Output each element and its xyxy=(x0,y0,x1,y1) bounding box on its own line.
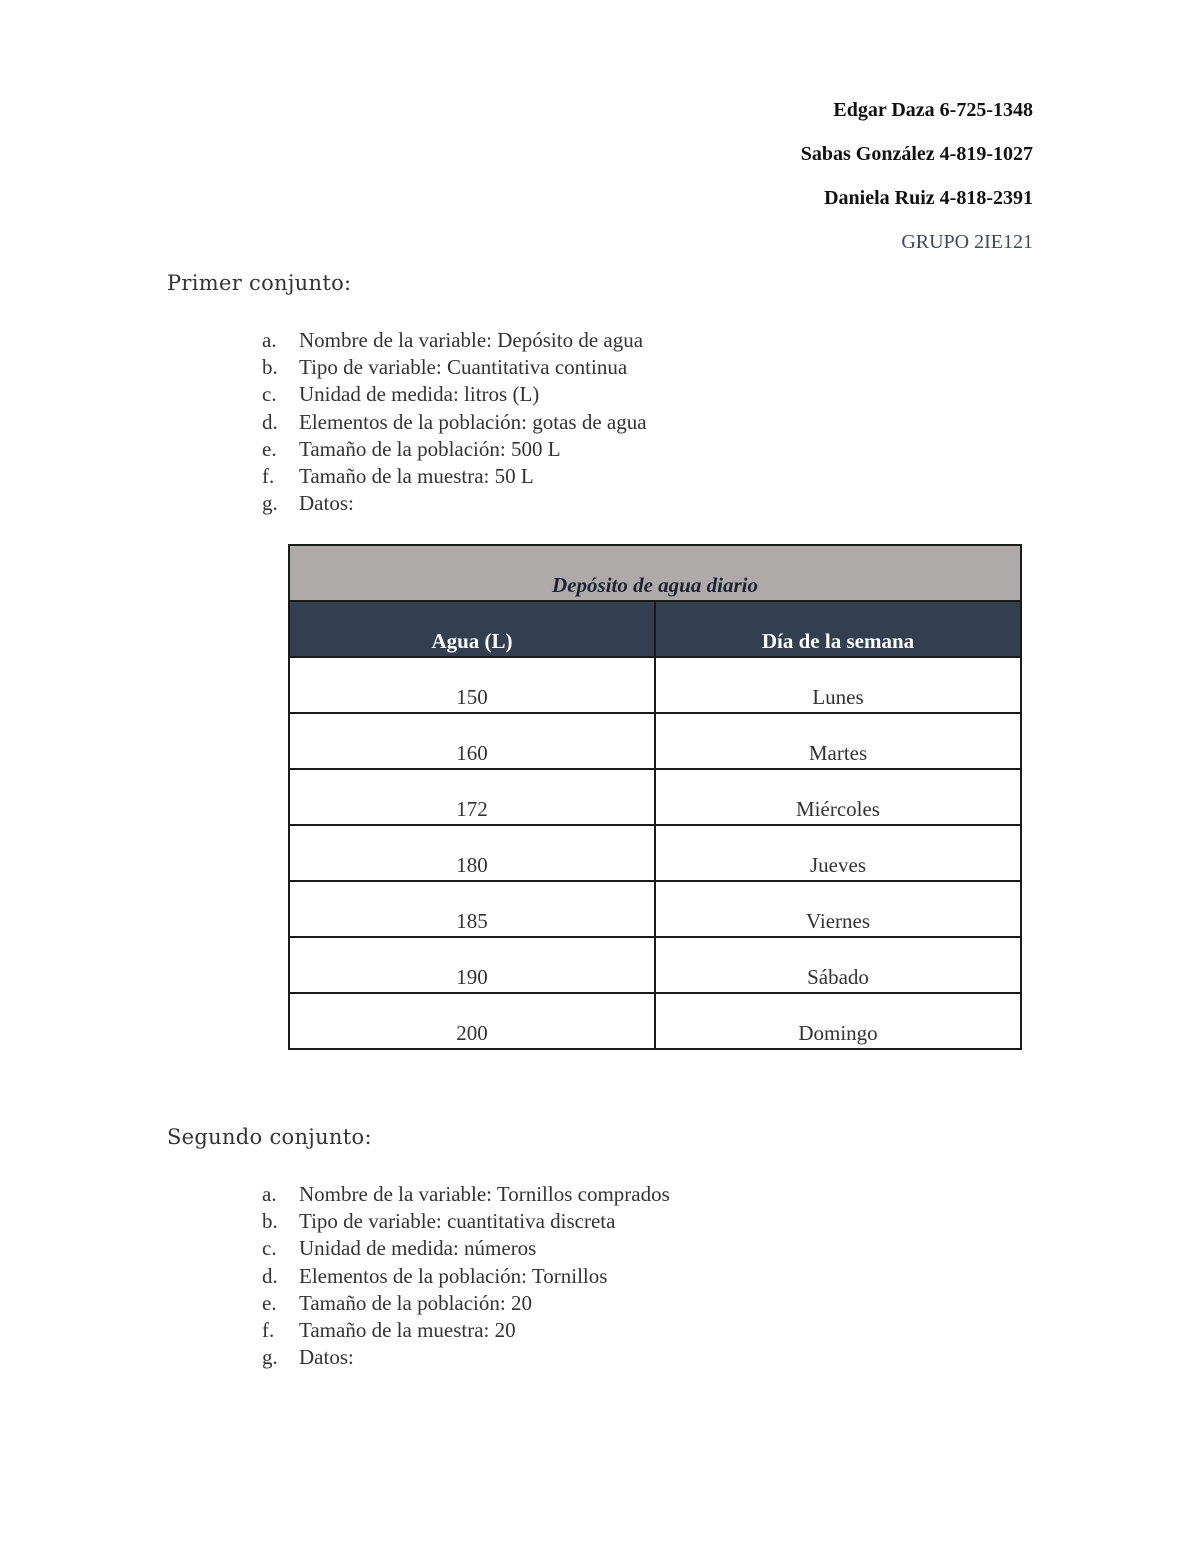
cell-day: Sábado xyxy=(655,937,1021,993)
table-caption: Depósito de agua diario xyxy=(289,545,1021,601)
list-item-text: Datos: xyxy=(299,1345,354,1370)
list-marker: b. xyxy=(262,355,278,380)
list-marker: e. xyxy=(262,436,277,461)
second-set-list xyxy=(262,1181,670,1371)
list-item-text: Tamaño de la población: 20 xyxy=(299,1290,532,1315)
section-title-first: Primer conjunto: xyxy=(167,271,352,295)
list-marker: d. xyxy=(262,1263,278,1288)
table-header-row xyxy=(289,601,1021,657)
table-row xyxy=(289,769,1021,825)
cell-water: 150 xyxy=(289,657,655,713)
list-marker: c. xyxy=(262,382,277,407)
list-item-text: Nombre de la variable: Depósito de agua xyxy=(299,328,644,352)
column-header-water: Agua (L) xyxy=(289,601,655,657)
cell-water: 190 xyxy=(289,937,655,993)
water-table xyxy=(288,544,1022,1050)
list-item xyxy=(262,409,647,436)
author-name: Sabas González 4-819-1027 xyxy=(800,143,1033,165)
column-header-day: Día de la semana xyxy=(655,601,1021,657)
list-marker: d. xyxy=(262,409,278,434)
list-marker: a. xyxy=(262,328,277,352)
table-caption-row xyxy=(289,545,1021,601)
list-item-text: Elementos de la población: gotas de agua xyxy=(299,409,647,434)
list-item-text: Unidad de medida: números xyxy=(299,1236,537,1261)
list-marker: g. xyxy=(262,491,278,516)
cell-day: Viernes xyxy=(655,881,1021,937)
group-label: GRUPO 2IE121 xyxy=(901,231,1033,253)
list-item xyxy=(262,1235,670,1262)
table-row xyxy=(289,993,1021,1049)
cell-water: 160 xyxy=(289,713,655,769)
cell-day: Lunes xyxy=(655,657,1021,713)
list-item xyxy=(262,327,647,354)
cell-day: Miércoles xyxy=(655,769,1021,825)
cell-day: Jueves xyxy=(655,825,1021,881)
list-item-text: Elementos de la población: Tornillos xyxy=(299,1263,608,1288)
list-item-text: Tamaño de la muestra: 20 xyxy=(299,1317,516,1342)
list-marker: e. xyxy=(262,1290,277,1315)
table-row xyxy=(289,713,1021,769)
list-item xyxy=(262,1344,670,1371)
list-item xyxy=(262,381,647,408)
list-marker: f. xyxy=(262,1317,275,1342)
cell-day: Domingo xyxy=(655,993,1021,1049)
cell-day: Martes xyxy=(655,713,1021,769)
list-marker: a. xyxy=(262,1182,277,1206)
author-block xyxy=(801,96,1033,256)
cell-water: 185 xyxy=(289,881,655,937)
list-item xyxy=(262,463,647,490)
list-item xyxy=(262,436,647,463)
list-marker: f. xyxy=(262,463,275,488)
list-item xyxy=(262,354,647,381)
list-marker: c. xyxy=(262,1236,277,1261)
list-marker: g. xyxy=(262,1345,278,1370)
cell-water: 180 xyxy=(289,825,655,881)
list-item-text: Nombre de la variable: Tornillos comprados xyxy=(299,1182,670,1206)
table-row xyxy=(289,881,1021,937)
table-row xyxy=(289,825,1021,881)
list-item-text: Tipo de variable: cuantitativa discreta xyxy=(299,1209,616,1234)
list-item-text: Tamaño de la población: 500 L xyxy=(299,436,561,461)
list-item xyxy=(262,1181,670,1208)
first-set-list xyxy=(262,327,647,517)
list-marker: b. xyxy=(262,1209,278,1234)
list-item xyxy=(262,1317,670,1344)
table-row xyxy=(289,657,1021,713)
cell-water: 172 xyxy=(289,769,655,825)
list-item xyxy=(262,1263,670,1290)
list-item-text: Tipo de variable: Cuantitativa continua xyxy=(299,355,628,380)
list-item xyxy=(262,490,647,517)
list-item xyxy=(262,1290,670,1317)
list-item-text: Datos: xyxy=(299,491,354,516)
list-item-text: Tamaño de la muestra: 50 L xyxy=(299,463,534,488)
cell-water: 200 xyxy=(289,993,655,1049)
table-row xyxy=(289,937,1021,993)
section-title-second: Segundo conjunto: xyxy=(167,1125,372,1149)
list-item xyxy=(262,1208,670,1235)
author-name: Edgar Daza 6-725-1348 xyxy=(833,99,1033,121)
author-name: Daniela Ruiz 4-818-2391 xyxy=(824,187,1033,209)
list-item-text: Unidad de medida: litros (L) xyxy=(299,382,540,407)
